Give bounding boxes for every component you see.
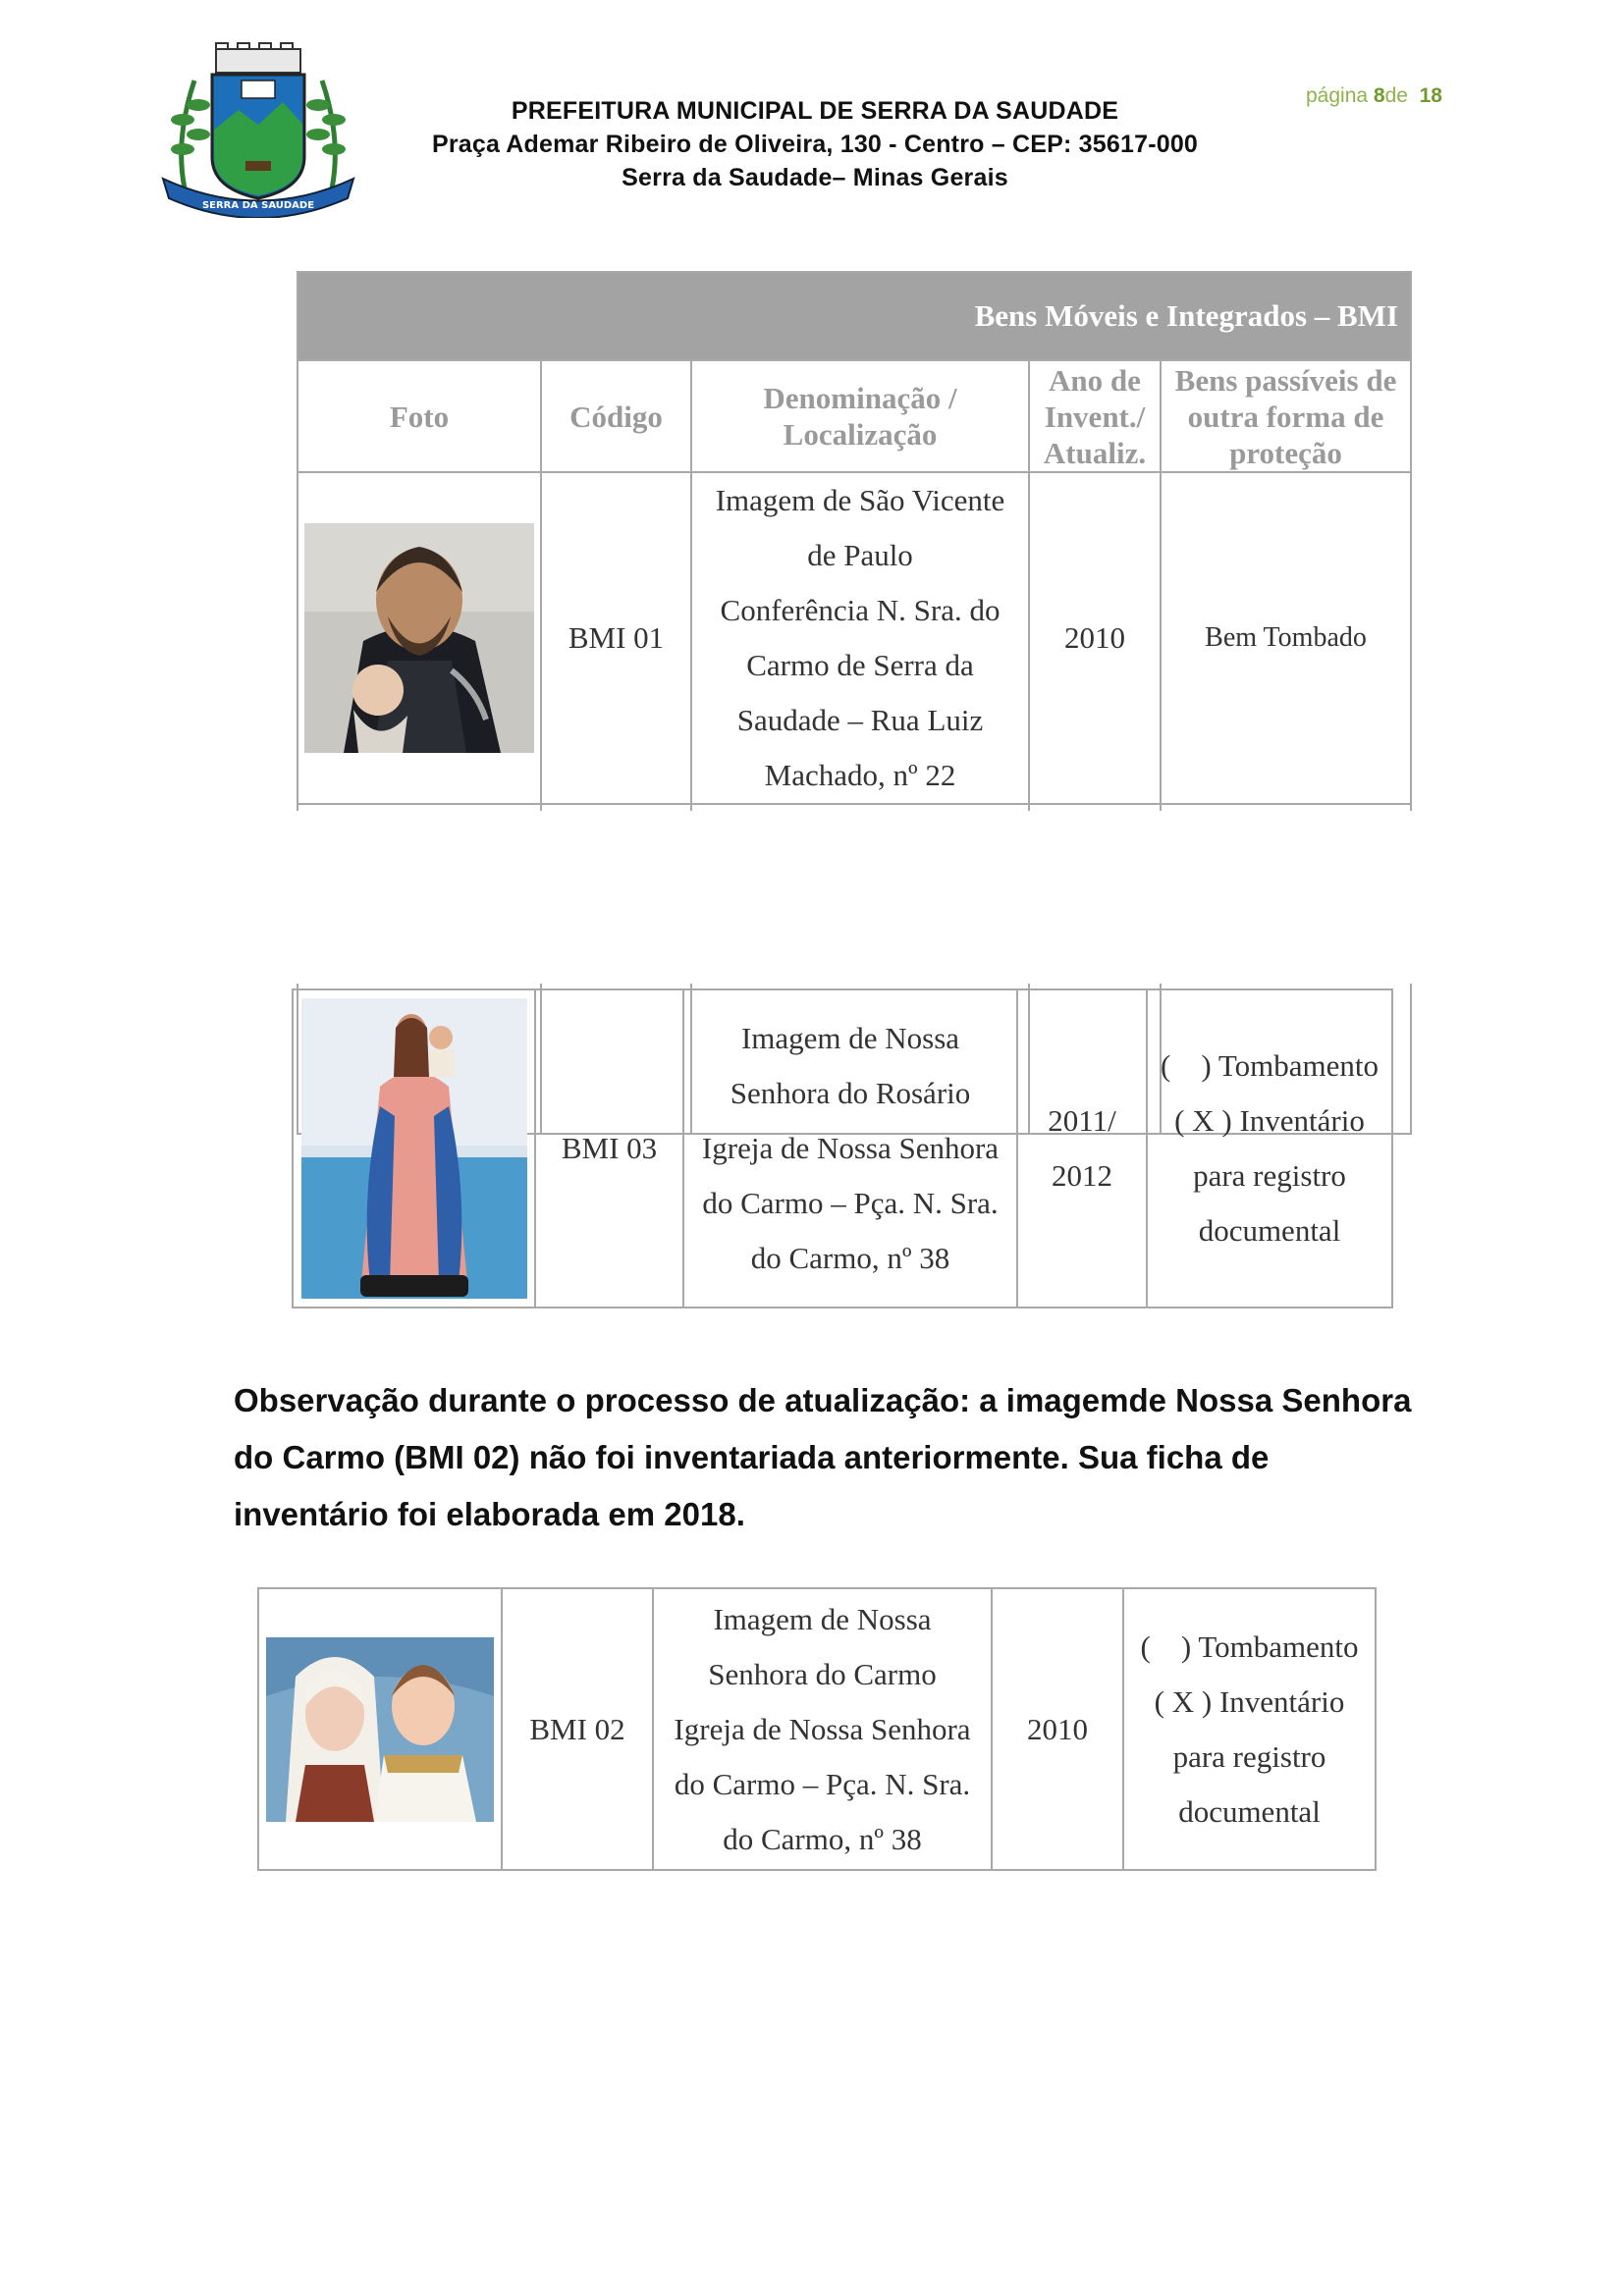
ano-cell <box>1017 989 1147 1308</box>
denominacao-line: Imagem de Nossa <box>740 1021 960 1055</box>
denominacao-line: Senhora do Carmo <box>708 1656 937 1691</box>
denominacao-line: Senhora do Rosário <box>730 1076 971 1110</box>
table-row <box>258 1588 1376 1870</box>
denominacao-line: do Carmo – Pça. N. Sra. <box>674 1766 971 1801</box>
protecao-line: documental <box>1198 1213 1341 1248</box>
page-of: de <box>1384 84 1408 107</box>
update-observation-note: Observação durante o processo de atualização: a imagemde Nossa Senhora do Carmo (BMI 02) não foi inventariada anteriormente. Sua ficha de inventário foi elaborada em 2018. <box>234 1382 1412 1532</box>
denominacao-line: Igreja de Nossa Senhora <box>701 1131 1000 1165</box>
denominacao-line: de Paulo <box>807 538 913 572</box>
our-lady-of-carmel-statue-photo <box>266 1637 494 1822</box>
municipality-name: PREFEITURA MUNICIPAL DE SERRA DA SAUDADE <box>511 97 1119 125</box>
protecao-line: para registro <box>1172 1738 1326 1774</box>
denominacao-cell <box>691 472 1029 804</box>
denominacao-line: Carmo de Serra da <box>746 648 974 682</box>
denominacao-cell <box>653 1588 992 1870</box>
header-foto: Foto <box>298 360 541 472</box>
header-codigo: Código <box>541 360 691 472</box>
denominacao-line: do Carmo, nº 38 <box>750 1241 950 1275</box>
protecao-line: ( ) Tombamento <box>1140 1629 1359 1664</box>
protecao-cell: Bem Tombado <box>1161 472 1411 804</box>
letterhead <box>324 94 1306 194</box>
svg-text:SERRA DA SAUDADE: SERRA DA SAUDADE <box>201 200 315 211</box>
ano-line: 2012 <box>1052 1158 1112 1193</box>
protecao-cell <box>1147 989 1392 1308</box>
denominacao-line: do Carmo, nº 38 <box>723 1821 922 1856</box>
denominacao-line: Saudade – Rua Luiz <box>736 703 984 737</box>
ano-cell: 2010 <box>1029 472 1161 804</box>
photo-cell <box>293 989 535 1308</box>
bmi-table-3 <box>257 1587 1377 1871</box>
municipality-address: Praça Ademar Ribeiro de Oliveira, 130 - Centro – CEP: 35617-000 <box>431 131 1199 158</box>
page-gap <box>0 811 1623 984</box>
photo-cell <box>258 1588 502 1870</box>
page-current: 8 <box>1373 84 1385 107</box>
codigo-cell: BMI 03 <box>535 989 683 1308</box>
protecao-line: ( ) Tombamento <box>1161 1048 1379 1083</box>
denominacao-cell <box>683 989 1017 1308</box>
ano-line: 2011/ <box>1048 1103 1116 1138</box>
codigo-cell: BMI 01 <box>541 472 691 804</box>
table-row <box>293 989 1392 1308</box>
bmi-table-2 <box>292 988 1393 1308</box>
table-title: Bens Móveis e Integrados – BMI <box>298 272 1411 360</box>
denominacao-line: Igreja de Nossa Senhora <box>674 1711 971 1746</box>
page-total: 18 <box>1419 84 1442 107</box>
denominacao-line: Imagem de Nossa <box>713 1601 932 1636</box>
protecao-cell <box>1123 1588 1376 1870</box>
ano-cell: 2010 <box>992 1588 1123 1870</box>
denominacao-line: Imagem de São Vicente <box>715 483 1005 517</box>
denominacao-line: do Carmo – Pça. N. Sra. <box>702 1186 999 1220</box>
header-ano: Ano de Invent./ Atualiz. <box>1029 360 1161 472</box>
protecao-line: ( X ) Inventário <box>1174 1103 1365 1138</box>
protecao-line: documental <box>1178 1793 1321 1829</box>
protecao-line: para registro <box>1193 1158 1346 1193</box>
municipality-city: Serra da Saudade– Minas Gerais <box>622 164 1008 191</box>
photo-cell <box>298 472 541 804</box>
denominacao-line: Conferência N. Sra. do <box>720 593 1001 627</box>
protecao-line: ( X ) Inventário <box>1154 1683 1345 1719</box>
denominacao-line: Machado, nº 22 <box>764 758 956 792</box>
table-row <box>298 472 1411 804</box>
page-word: página <box>1306 84 1369 107</box>
header-denominacao: Denominação / Localização <box>691 360 1029 472</box>
saint-vincent-statue-photo <box>304 523 534 753</box>
codigo-cell: BMI 02 <box>502 1588 653 1870</box>
page-indicator <box>1306 84 1442 108</box>
header-protecao: Bens passíveis de outra forma de proteção <box>1161 360 1411 472</box>
our-lady-of-rosary-statue-photo <box>301 998 527 1299</box>
